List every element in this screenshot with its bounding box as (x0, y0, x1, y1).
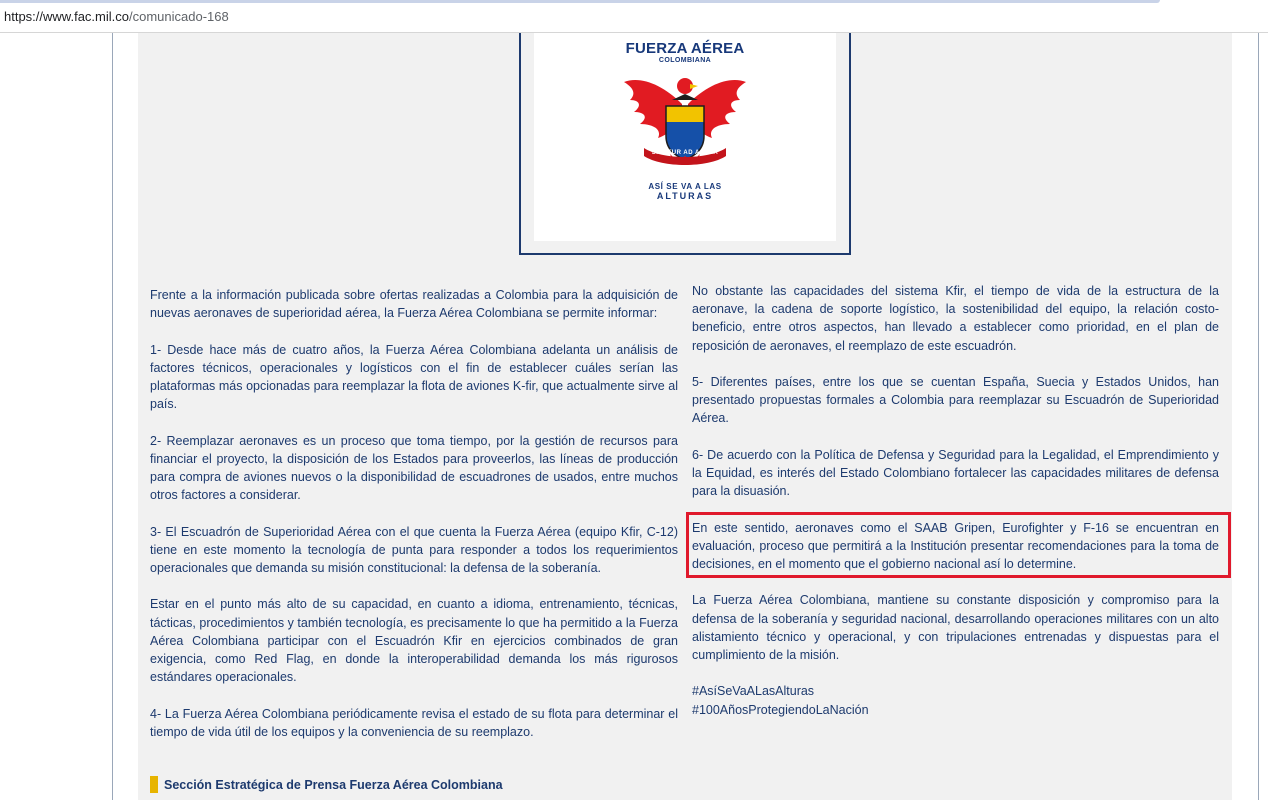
paragraph: 4- La Fuerza Aérea Colombiana periódicamente revisa el estado de su flota para determinar el tiempo de vida útil de los equipos y la conveniencia de su reemplazo. (150, 706, 678, 739)
left-column (150, 286, 678, 759)
paragraph: 1- Desde hace más de cuatro años, la Fuerza Aérea Colombiana adelanta un análisis de factores técnicos, operacionales y logísticos con el fin de establecer cuáles serían las plataformas más opcionadas para reemplazar la flota de aviones K-fir, que actualmente sirve al país. (150, 342, 678, 412)
logo-slogan-line2: ALTURAS (656, 191, 714, 201)
section-title (150, 775, 503, 794)
paragraph: No obstante las capacidades del sistema Kfir, el tiempo de vida de la estructura de la aeronave, la cadena de soporte logístico, la sostenibilidad del equipo, la relación costo-beneficio, entre otros aspectos, han llevado a establecer como prioridad, en el plan de reposición de aeronaves, el reemplazo de este escuadrón. (692, 284, 1219, 353)
url-host: https://www.fac.mil.co (4, 9, 129, 24)
logo-slogan-line1: ASÍ SE VA A LAS (648, 182, 722, 191)
paragraph: 2- Reemplazar aeronaves es un proceso que toma tiempo, por la gestión de recursos para financiar el proyecto, la disposición de los Estados para proveerlos, las líneas de producción para compra de aviones nuevos o la disponibilidad de escuadrones de usados, entre muchos otros factores a considerar. (150, 433, 678, 503)
right-column (692, 282, 1219, 719)
eagle-emblem-icon (622, 64, 748, 182)
fac-logo (534, 33, 836, 241)
url-text[interactable] (4, 9, 229, 24)
url-path: /comunicado-168 (128, 9, 229, 24)
hashtags (692, 682, 1219, 718)
paragraph: 5- Diferentes países, entre los que se cuentan España, Suecia y Estados Unidos, han presentado propuestas formales a Colombia para reemplazar su Escuadrón de Superioridad Aérea. (692, 375, 1219, 426)
section-title-text: Sección Estratégica de Prensa Fuerza Aérea Colombiana (164, 777, 503, 792)
tab-strip-accent (0, 0, 1160, 3)
paragraph: La Fuerza Aérea Colombiana, mantiene su constante disposición y compromiso para la defensa de la soberanía y seguridad nacional, desarrollando operaciones militares con un alto alistamiento técnico y operacional, y con tripulaciones entrenadas y dispuestas para el cumplimiento de la misión. (692, 593, 1219, 662)
logo-title: FUERZA AÉREA (625, 40, 745, 57)
highlighted-paragraph: En este sentido, aeronaves como el SAAB Gripen, Eurofighter y F-16 se encuentran en evaluación, proceso que permitirá a la Institución presentar recomendaciones para la toma de decisiones, en el momento que el gobierno nacional así lo determine. (692, 520, 1219, 571)
logo-subtitle: COLOMBIANA (658, 57, 712, 64)
red-highlight-box (686, 512, 1231, 578)
hashtag-link[interactable]: #AsíSeVaALasAlturas (692, 684, 815, 699)
hashtag-link[interactable]: #100AñosProtegiendoLaNación (692, 702, 869, 717)
address-bar[interactable] (0, 0, 1268, 33)
logo-ribbon-text: SIC ITUR AD ASTRA (651, 150, 719, 156)
paragraph: 3- El Escuadrón de Superioridad Aérea con el que cuenta la Fuerza Aérea (equipo Kfir, C-12) tiene en este momento la tecnología de punta para responder a todos los requerimientos operacionales que demanda su misión constitucional: la defensa de la soberanía. (150, 524, 678, 575)
paragraph: Frente a la información publicada sobre ofertas realizadas a Colombia para la adquisición de nuevas aeronaves de superioridad aérea, la Fuerza Aérea Colombiana se permite informar: (150, 288, 678, 321)
paragraph: 6- De acuerdo con la Política de Defensa y Seguridad para la Legalidad, el Emprendimiento y la Equidad, es interés del Estado Colombiano fortalecer las capacidades militares de defensa para la disuasión. (692, 447, 1219, 499)
section-title-bar (150, 776, 158, 793)
paragraph: Estar en el punto más alto de su capacidad, en cuanto a idioma, entrenamiento, técnicas, tácticas, procedimientos y también tecnología, es precisamente lo que ha permitido a la Fuerza Aérea Colombiana participar con el Escuadrón Kfir en ejercicios combinados de gran exigencia, como Red Flag, en donde la interoperabilidad demanda los más rigurosos estándares operacionales. (150, 597, 678, 685)
